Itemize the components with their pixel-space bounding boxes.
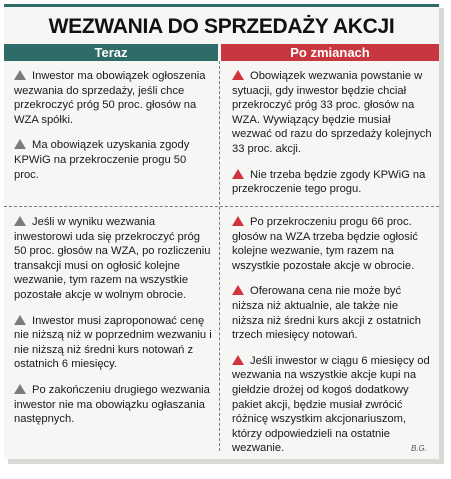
item-text: Inwestor ma obowiązek ogłoszenia wezwania do sprzedaży, jeśli chce przekroczyć próg 50 proc. głosów na WZA spółki. xyxy=(14,70,206,126)
grey-triangle-icon xyxy=(14,315,26,325)
author-signature: B.G. xyxy=(410,444,427,453)
red-triangle-icon xyxy=(232,169,244,179)
list-item xyxy=(14,383,212,427)
infographic-card xyxy=(4,4,439,459)
item-text: Inwestor musi zaproponować cenę nie niższą niż w poprzednim wezwaniu i nie niższą niż średni kurs notowań z ostatnich 6 miesięcy. xyxy=(14,314,212,371)
list-item xyxy=(232,215,432,273)
item-text: Jeśli inwestor w ciągu 6 miesięcy od wezwania na wszystkie akcje kupi na giełdzie drożej od kogoś dodatkowy pakiet akcji, będzie musiał zwrócić różnicę wszystkim akcjonariuszom, którzy odpowiedzieli na ostatnie wezwanie. xyxy=(232,354,430,455)
red-triangle-icon xyxy=(232,285,244,295)
red-triangle-icon xyxy=(232,355,244,365)
item-text: Jeśli w wyniku wezwania inwestorowi uda się przekroczyć próg 50 proc. głosów na WZA, po rozliczeniu transakcji musi on ogłosić kolejne wezwanie, tym razem na wszystkie pozostałe akcje w wolnym obrocie. xyxy=(14,216,211,301)
grey-triangle-icon xyxy=(14,384,26,394)
item-text: Po przekroczeniu progu 66 proc. głosów na WZA trzeba będzie ogłosić kolejne wezwanie, tym razem na wszystkie pozostałe akcje w obrocie. xyxy=(232,216,418,272)
column-divider xyxy=(219,61,220,451)
list-item xyxy=(14,69,212,127)
right-top-section xyxy=(232,69,432,208)
list-item xyxy=(232,354,432,456)
item-text: Ma obowiązek uzyskania zgody KPWiG na przekroczenie progu 50 proc. xyxy=(14,139,190,181)
column-header-after-changes: Po zmianach xyxy=(221,44,439,61)
item-text: Po zakończeniu drugiego wezwania inwestor nie ma obowiązku ogłaszania następnych. xyxy=(14,383,210,426)
list-item xyxy=(14,215,212,303)
left-bottom-section xyxy=(14,215,212,438)
list-item xyxy=(232,284,432,342)
item-text: Obowiązek wezwania powstanie w sytuacji, gdy inwestor będzie chciał przekroczyć próg 33 proc. głosów na WZA. Wywiązący będzie musiał wezwać od razu do sprzedaży kolejnych 33 proc. akcji. xyxy=(232,70,432,155)
list-item xyxy=(232,69,432,157)
grey-triangle-icon xyxy=(14,216,26,226)
list-item xyxy=(14,314,212,372)
list-item xyxy=(14,138,212,182)
item-text: Nie trzeba będzie zgody KPWiG na przekroczenie tego progu. xyxy=(232,168,426,196)
infographic-title: WEZWANIA DO SPRZEDAŻY AKCJI xyxy=(48,15,395,38)
left-top-section xyxy=(14,69,212,193)
right-bottom-section xyxy=(232,215,432,467)
item-text: Oferowana cena nie może być niższa niż aktualnie, ale także nie niższa niż średni kurs akcji z ostatnich trzech miesięcy notowań. xyxy=(232,285,422,342)
list-item xyxy=(232,168,432,197)
red-triangle-icon xyxy=(232,216,244,226)
red-triangle-icon xyxy=(232,70,244,80)
grey-triangle-icon xyxy=(14,139,26,149)
column-header-now: Teraz xyxy=(4,44,218,61)
grey-triangle-icon xyxy=(14,70,26,80)
